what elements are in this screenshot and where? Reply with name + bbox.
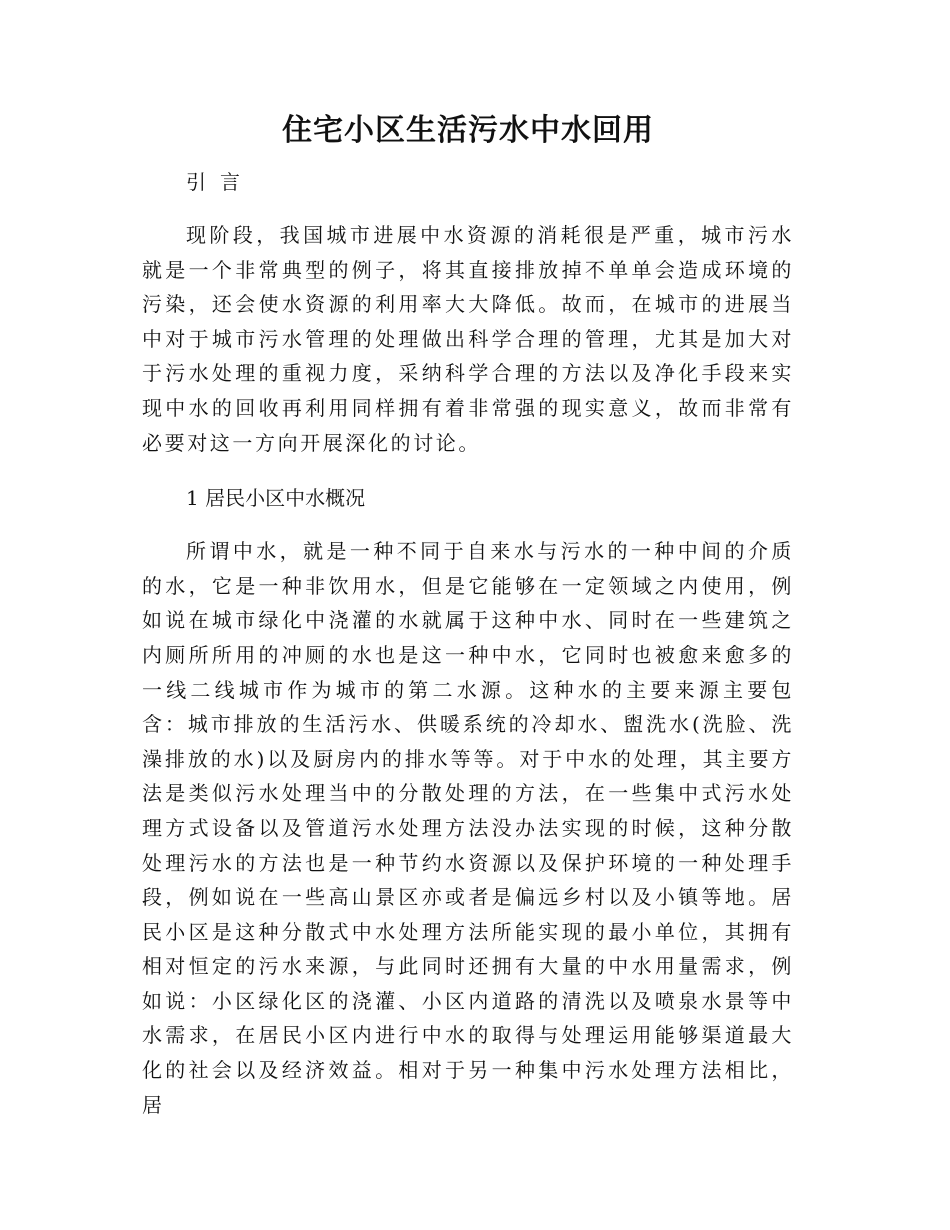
document-page [142,108,794,1122]
section-1-heading: 1 居民小区中水概况 [186,486,366,511]
intro-heading: 引言 [186,170,254,194]
intro-paragraph: 现阶段，我国城市进展中水资源的消耗很是严重，城市污水就是一个非常典型的例子，将其直接排放掉不单单会造成环境的污染，还会使水资源的利用率大大降低。故而，在城市的进展当中对于城市污水管理的处理做出科学合理的管理，尤其是加大对于污水处理的重视力度，采纳科学合理的方法以及净化手段来实现中水的回收再利用同样拥有着非常强的现实意义，故而非常有必要对这一方向开展深化的讨论。 [142,223,794,455]
document-title: 住宅小区生活污水中水回用 [282,113,654,148]
section-1-paragraph: 所谓中水，就是一种不同于自来水与污水的一种中间的介质的水，它是一种非饮用水，但是它能够在一定领域之内使用，例如说在城市绿化中浇灌的水就属于这种中水、同时在一些建筑之内厕所所用的冲厕的水也是这一种中水，它同时也被愈来愈多的一线二线城市作为城市的第二水源。这种水的主要来源主要包含：城市排放的生活污水、供暖系统的冷却水、盥洗水(洗脸、洗澡排放的水)以及厨房内的排水等等。对于中水的处理，其主要方法是类似污水处理当中的分散处理的方法，在一些集中式污水处理方式设备以及管道污水处理方法没办法实现的时候，这种分散处理污水的方法也是一种节约水资源以及保护环境的一种处理手段，例如说在一些高山景区亦或者是偏远乡村以及小镇等地。居民小区是这种分散式中水处理方法所能实现的最小单位，其拥有相对恒定的污水来源，与此同时还拥有大量的中水用量需求，例如说：小区绿化区的浇灌、小区内道路的清洗以及喷泉水景等中水需求，在居民小区内进行中水的取得与处理运用能够渠道最大化的社会以及经济效益。相对于另一种集中污水处理方法相比，居 [142,539,794,1117]
